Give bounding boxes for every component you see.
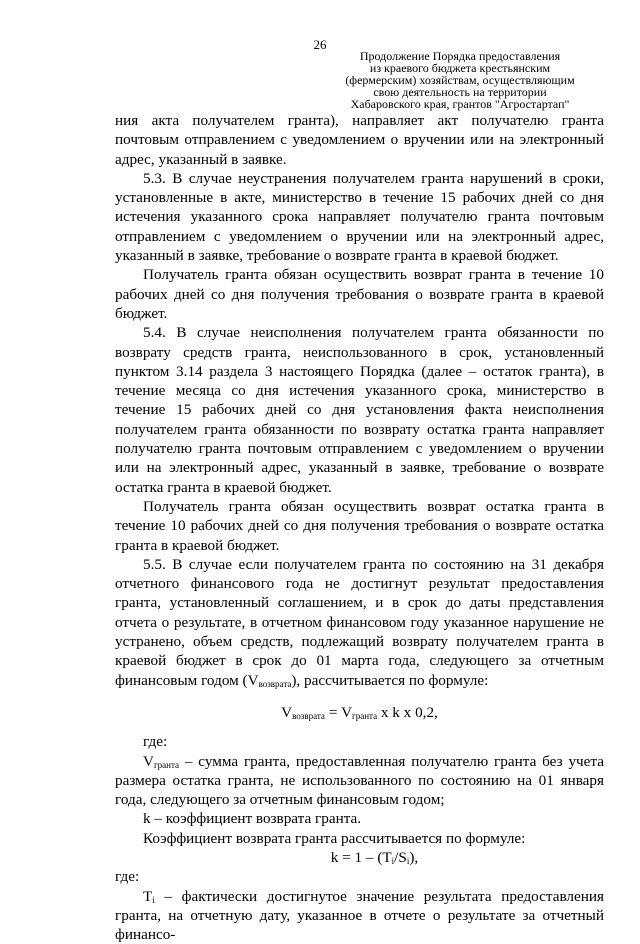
header-line: Продолжение Порядка предоставления: [359, 49, 561, 63]
formula-symbol: = V: [324, 703, 353, 721]
formula-symbol: V: [281, 703, 293, 721]
subscript: i: [391, 855, 395, 866]
formula-symbol: ),: [409, 848, 419, 866]
definition-v-grant: [115, 752, 604, 810]
page-number: 26: [313, 37, 327, 52]
subscript: гранта: [153, 759, 180, 770]
where-label: где:: [115, 868, 140, 886]
subscript: i: [406, 855, 410, 866]
header-line: свою деятельность на территории: [373, 85, 547, 99]
header-line: (фермерским) хозяйствам, осуществляющим: [345, 73, 575, 87]
formula-symbol: k = 1 – (T: [330, 848, 392, 866]
where-label: где:: [143, 733, 168, 751]
header-line: Хабаровского края, грантов "Агростартап": [350, 97, 570, 111]
subscript: возврата: [292, 710, 325, 721]
formula-symbol: x k x 0,2,: [377, 703, 438, 721]
definition-t: [115, 887, 604, 944]
paragraph-return-grant: Получатель гранта обязан осуществить возврат гранта в течение 10 рабочих дней со дня получения требования о возврате гранта в краевой бюджет.: [115, 266, 604, 322]
definition-text: – фактически достигнутое значение результата предоставления гранта, на отчетную дату, указанное в отчете о результате за отчетный финансо-: [115, 887, 604, 944]
subscript: гранта: [352, 710, 378, 721]
paragraph-continuation: ния акта получателем гранта), направляет акт получателю гранта почтовым отправлением с уведомлением о вручении или на электронный адрес, указанный в заявке.: [115, 112, 604, 168]
paragraph-5-3: 5.3. В случае неустранения получателем гранта нарушений в сроки, установленные в акте, министерство в течение 15 рабочих дней со дня истечения указанного срока направляет получателю гранта почтовым отправлением с уведомлением о вручении или на электронный адрес, указанный в заявке, требование о возврате гранта в краевой бюджет.: [115, 169, 604, 265]
subscript: возврата: [258, 678, 292, 689]
document-body: [115, 111, 604, 944]
paragraph-5-4: 5.4. В случае неисполнения получателем гранта обязанности по возврату средств гранта, неиспользованного в срок, установленный пунктом 3.14 раздела 3 настоящего Порядка (далее – остаток гранта), в течение месяца со дня истечения указанного срока, министерство в течение 15 рабочих дней со дня установления факта неисполнения получателем гранта обязанности по возврату остатка гранта направляет получателю гранта почтовым отправлением с уведомлением о вручении или на электронный адрес, указанный в заявке, требование о возврате остатка гранта в краевой бюджет.: [115, 324, 604, 496]
formula-return-volume: [115, 703, 604, 722]
formula-symbol: V: [143, 752, 154, 770]
paragraph-5-5-end: ), рассчитывается по формуле:: [291, 671, 489, 689]
header-line: из краевого бюджета крестьянским: [369, 61, 551, 75]
paragraph-return-remainder: Получатель гранта обязан осуществить возврат остатка гранта в течение 10 рабочих дней со дня получения требования о возврате остатка гранта в краевой бюджет.: [115, 497, 604, 554]
formula-coefficient: [145, 848, 604, 867]
running-header: [330, 50, 590, 110]
subscript: i: [152, 894, 155, 905]
paragraph-5-5: [115, 555, 604, 690]
paragraph-5-5-text: 5.5. В случае если получателем гранта по состоянию на 31 декабря отчетного финансового года не достигнут результат предоставления гранта, установленный соглашением, и в срок до даты представления отчета о результате, в отчетном финансовом году указанное нарушение не устранено, объем средств, подлежащий возврату получателем гранта в краевой бюджет в срок до 01 марта года, следующего за отчетным финансовым годом (V: [115, 555, 604, 689]
paragraph-coefficient: Коэффициент возврата гранта рассчитывается по формуле:: [143, 829, 526, 847]
definition-text: – сумма гранта, предоставленная получателю гранта без учета размера остатка гранта, не использованного по состоянию на 01 января года, следующего за отчетным финансовым годом;: [115, 752, 604, 809]
formula-symbol: T: [143, 887, 153, 905]
definition-k: k – коэффициент возврата гранта.: [143, 810, 362, 828]
formula-symbol: /S: [394, 848, 407, 866]
